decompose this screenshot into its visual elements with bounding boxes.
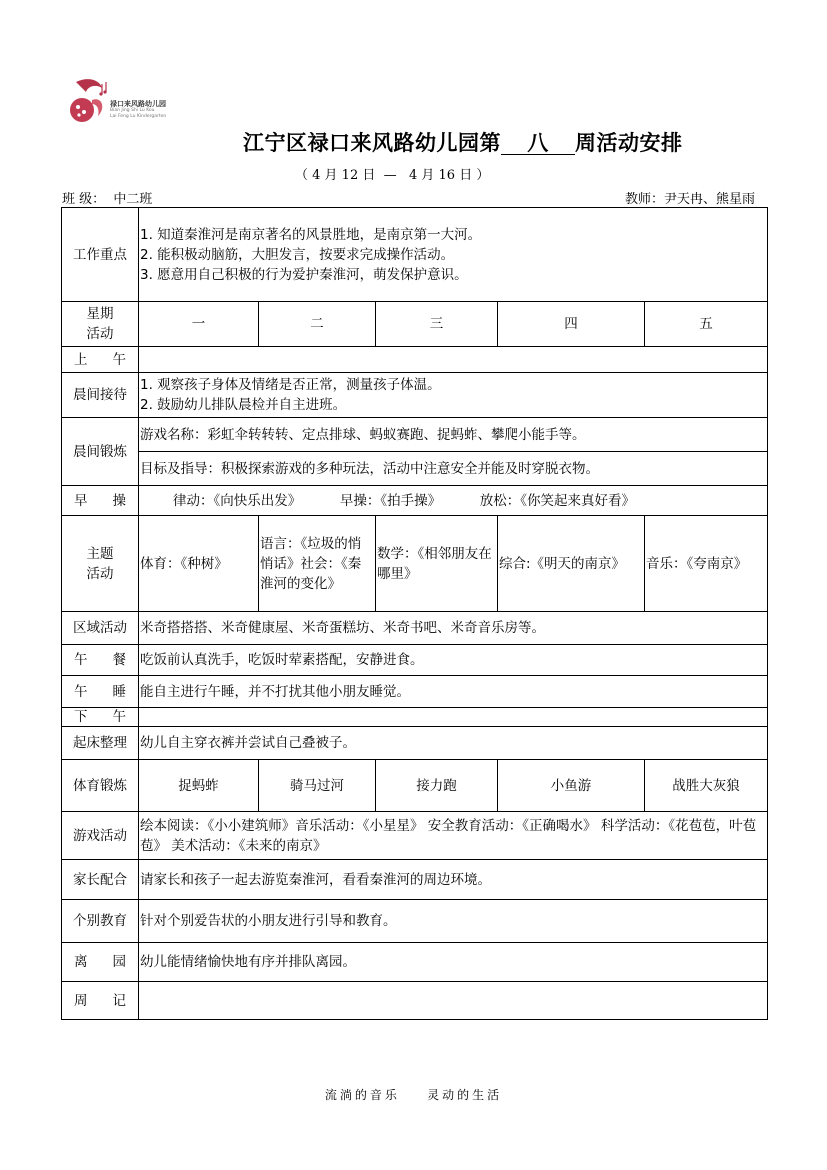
label-afternoon: 下 午 bbox=[62, 708, 139, 727]
row-afternoon bbox=[62, 708, 768, 727]
game-content: 绘本阅读：《小小建筑师》音乐活动：《小星星》 安全教育活动：《正确喝水》 科学活动：《花苞苞，叶苞苞》 美术活动：《未来的南京》 bbox=[139, 812, 768, 860]
row-exercise-2 bbox=[62, 452, 768, 486]
title-week-number: 八 bbox=[501, 132, 575, 155]
row-pe bbox=[62, 760, 768, 812]
row-parent bbox=[62, 860, 768, 900]
day-header: 三 bbox=[376, 302, 498, 347]
page-title bbox=[243, 127, 683, 157]
date-range: （ 4 月 12 日 — 4 月 16 日 ） bbox=[295, 168, 490, 183]
pe-mon: 捉蚂蚱 bbox=[139, 760, 259, 812]
journal-content bbox=[139, 982, 768, 1020]
schedule-table bbox=[61, 207, 768, 1020]
exercise-goal: 目标及指导：积极探索游戏的多种玩法，活动中注意安全并能及时穿脱衣物。 bbox=[139, 452, 768, 486]
day-header: 四 bbox=[498, 302, 645, 347]
theme-tue: 语言：《垃圾的悄悄话》社会：《秦淮河的变化》 bbox=[259, 516, 376, 612]
title-suffix: 周活动安排 bbox=[575, 130, 683, 155]
label-nap: 午 睡 bbox=[62, 676, 139, 708]
work-focus-item: 1. 知道秦淮河是南京著名的风景胜地，是南京第一大河。 bbox=[140, 226, 482, 243]
area-content: 米奇搭搭搭、米奇健康屋、米奇蛋糕坊、米奇书吧、米奇音乐房等。 bbox=[139, 612, 768, 645]
page-footer: 流淌的音乐 灵动的生活 bbox=[324, 1088, 503, 1102]
label-individual: 个别教育 bbox=[62, 900, 139, 943]
morning-content bbox=[139, 347, 768, 373]
row-theme bbox=[62, 516, 768, 612]
day-header: 二 bbox=[259, 302, 376, 347]
logo-pinyin-1: Bian Jing Shi Lu Kou bbox=[110, 108, 155, 113]
label-weekday bbox=[62, 302, 139, 347]
label-theme bbox=[62, 516, 139, 612]
row-game bbox=[62, 812, 768, 860]
row-area bbox=[62, 612, 768, 645]
day-header: 五 bbox=[645, 302, 768, 347]
wakeup-content: 幼儿自主穿衣裤并尝试自己叠被子。 bbox=[139, 727, 768, 760]
class-label: 班 级： bbox=[62, 192, 106, 207]
row-journal bbox=[62, 982, 768, 1020]
label-reception: 晨间接待 bbox=[62, 373, 139, 418]
label-theme-line2: 活动 bbox=[86, 565, 114, 582]
logo-name: 禄口来风路幼儿园 bbox=[110, 100, 166, 108]
parent-content: 请家长和孩子一起去游览秦淮河，看看秦淮河的周边环境。 bbox=[139, 860, 768, 900]
pe-wed: 接力跑 bbox=[376, 760, 498, 812]
row-leave bbox=[62, 943, 768, 982]
row-exercise-1 bbox=[62, 418, 768, 452]
reception-item: 1. 观察孩子身体及情绪是否正常，测量孩子体温。 bbox=[140, 377, 441, 393]
theme-fri: 音乐：《夸南京》 bbox=[645, 516, 768, 612]
label-pe: 体育锻炼 bbox=[62, 760, 139, 812]
row-reception bbox=[62, 373, 768, 418]
label-theme-line1: 主题 bbox=[86, 545, 114, 562]
lunch-content: 吃饭前认真洗手，吃饭时荤素搭配，安静进食。 bbox=[139, 645, 768, 676]
logo-text bbox=[110, 100, 166, 120]
label-weekday-line2: 活动 bbox=[86, 326, 114, 342]
label-morning: 上 午 bbox=[62, 347, 139, 373]
leave-content: 幼儿能情绪愉快地有序并排队离园。 bbox=[139, 943, 768, 982]
label-area: 区域活动 bbox=[62, 612, 139, 645]
exercise-games: 游戏名称：彩虹伞转转转、定点排球、蚂蚁赛跑、捉蚂蚱、攀爬小能手等。 bbox=[139, 418, 768, 452]
row-wakeup bbox=[62, 727, 768, 760]
label-weekday-line1: 星期 bbox=[86, 306, 114, 322]
reception-item: 2. 鼓励幼儿排队晨检并自主进班。 bbox=[140, 397, 347, 413]
class-info bbox=[62, 188, 152, 207]
title-prefix: 江宁区禄口来风路幼儿园第 bbox=[243, 130, 501, 155]
label-wakeup: 起床整理 bbox=[62, 727, 139, 760]
theme-mon: 体育：《种树》 bbox=[139, 516, 259, 612]
label-drill: 早 操 bbox=[62, 486, 139, 516]
label-lunch: 午 餐 bbox=[62, 645, 139, 676]
reception-content bbox=[139, 373, 768, 418]
theme-thu: 综合:《明天的南京》 bbox=[498, 516, 645, 612]
label-journal: 周 记 bbox=[62, 982, 139, 1020]
pe-thu: 小鱼游 bbox=[498, 760, 645, 812]
label-exercise: 晨间锻炼 bbox=[62, 418, 139, 486]
nap-content: 能自主进行午睡，并不打扰其他小朋友睡觉。 bbox=[139, 676, 768, 708]
drill-content: 律动：《向快乐出发》 早操：《拍手操》 放松：《你笑起来真好看》 bbox=[139, 486, 768, 516]
row-weekdays bbox=[62, 302, 768, 347]
afternoon-content bbox=[139, 708, 768, 727]
row-lunch bbox=[62, 645, 768, 676]
row-morning bbox=[62, 347, 768, 373]
work-focus-content bbox=[139, 208, 768, 302]
row-nap bbox=[62, 676, 768, 708]
teacher-info: 教师：尹天冉、熊星雨 bbox=[624, 192, 755, 207]
row-work-focus bbox=[62, 208, 768, 302]
label-game: 游戏活动 bbox=[62, 812, 139, 860]
label-leave: 离 园 bbox=[62, 943, 139, 982]
row-individual bbox=[62, 900, 768, 943]
individual-content: 针对个别爱告状的小朋友进行引导和教育。 bbox=[139, 900, 768, 943]
logo-pinyin-2: Lai Feng Lu Kindergarten bbox=[110, 114, 167, 119]
work-focus-item: 2. 能积极动脑筋，大胆发言，按要求完成操作活动。 bbox=[140, 246, 455, 263]
label-parent: 家长配合 bbox=[62, 860, 139, 900]
day-header: 一 bbox=[139, 302, 259, 347]
work-focus-item: 3. 愿意用自己积极的行为爱护秦淮河，萌发保护意识。 bbox=[140, 266, 468, 283]
row-drill bbox=[62, 486, 768, 516]
class-value: 中二班 bbox=[113, 192, 153, 207]
theme-wed: 数学：《相邻朋友在哪里》 bbox=[376, 516, 498, 612]
pe-fri: 战胜大灰狼 bbox=[645, 760, 768, 812]
pe-tue: 骑马过河 bbox=[259, 760, 376, 812]
label-work-focus: 工作重点 bbox=[62, 208, 139, 302]
